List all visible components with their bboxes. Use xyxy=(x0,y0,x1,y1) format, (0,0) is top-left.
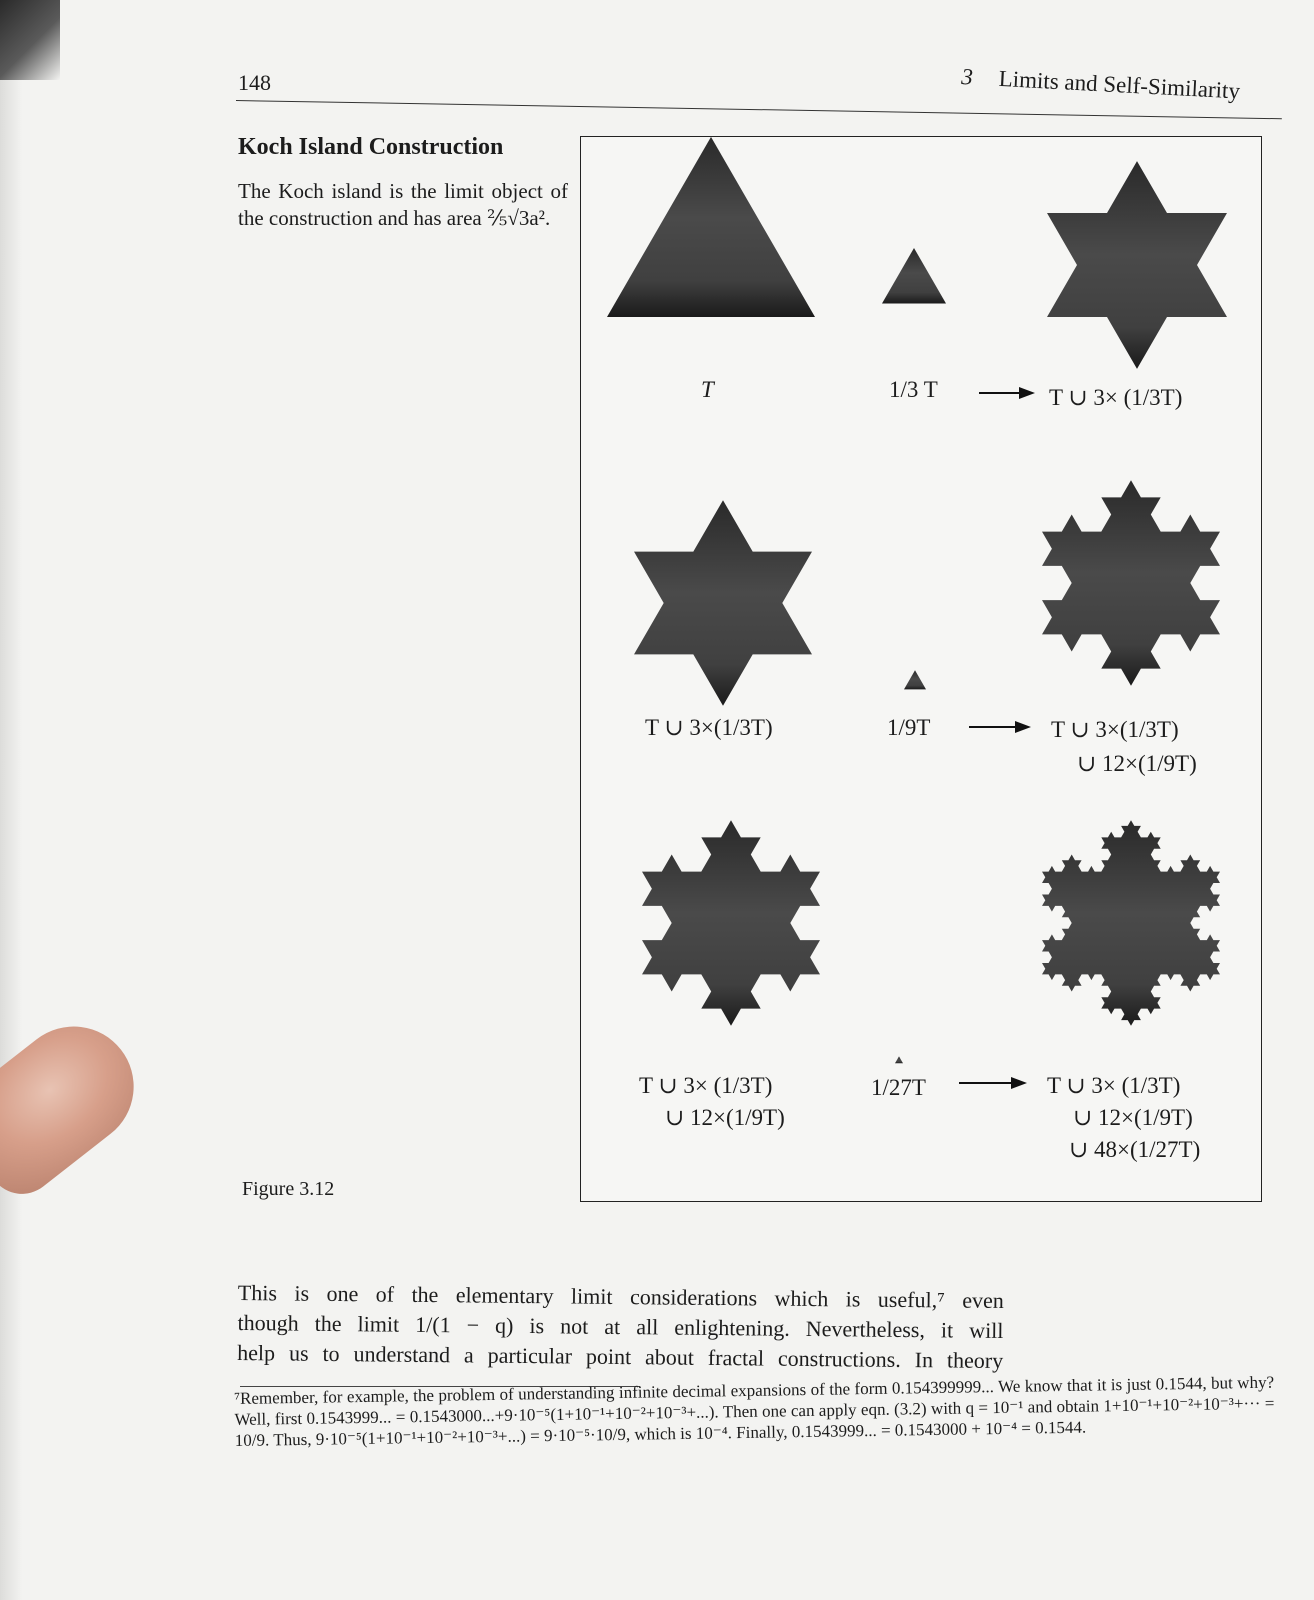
label-row2-left: T ∪ 3×(1/3T) xyxy=(645,715,773,740)
snowflake-step2-row3 xyxy=(642,820,820,1026)
star-step1-row1 xyxy=(1047,161,1227,369)
margin-text: The Koch island is the limit object of the construction and has area ⅖√3a². xyxy=(238,179,568,230)
label-row2-middle: 1/9T xyxy=(887,715,931,740)
snowflake-step3-row3 xyxy=(1042,820,1220,1026)
margin-title: Koch Island Construction xyxy=(238,134,504,160)
label-row3-left-2: ∪ 12×(1/9T) xyxy=(665,1105,785,1130)
body-line-3: help us to understand a particular point about fractal constructions. In theory xyxy=(237,1339,1004,1374)
triangle-1-9T xyxy=(904,670,926,689)
triangle-T xyxy=(607,137,815,317)
footnote xyxy=(234,1372,1275,1451)
arrow-row3 xyxy=(959,1077,1027,1089)
label-row1-left: T xyxy=(701,377,714,402)
label-row3-right-3: ∪ 48×(1/27T) xyxy=(1069,1137,1201,1162)
triangle-1-27T xyxy=(895,1056,903,1063)
body-paragraph xyxy=(237,1278,1004,1376)
arrow-row2 xyxy=(969,721,1031,733)
body-line-2: though the limit 1/(1 − q) is not at all enlightening. Nevertheless, it will xyxy=(237,1309,1004,1344)
running-head xyxy=(961,64,1241,105)
label-row2-right-2: ∪ 12×(1/9T) xyxy=(1077,751,1197,776)
page-number: 148 xyxy=(238,70,271,95)
chapter-number: 3 xyxy=(960,64,974,90)
label-row3-left-1: T ∪ 3× (1/3T) xyxy=(639,1073,773,1098)
label-row2-right-1: T ∪ 3×(1/3T) xyxy=(1051,717,1179,742)
page-gutter-shade xyxy=(0,80,22,1600)
star-step1-row2 xyxy=(634,500,812,706)
thumb-image xyxy=(0,1002,158,1207)
body-line-1: This is one of the elementary limit considerations which is useful,⁷ even xyxy=(237,1279,1004,1314)
header-rule xyxy=(236,100,1282,119)
label-row3-right-1: T ∪ 3× (1/3T) xyxy=(1047,1073,1181,1098)
figure-caption: Figure 3.12 xyxy=(242,1178,335,1200)
label-row3-middle: 1/27T xyxy=(871,1075,926,1100)
arrow-row1 xyxy=(979,387,1035,399)
page-corner-shadow xyxy=(0,0,60,80)
label-row3-right-2: ∪ 12×(1/9T) xyxy=(1073,1105,1193,1130)
label-row1-middle: 1/3 T xyxy=(889,377,938,402)
footnote-text: ⁷Remember, for example, the problem of understanding infinite decimal expansions of the form 0.154399999... We know that it is just 0.1544, but why? Well, first 0.1543999... = 0.1543000...+9·10⁻⁵(1+10⁻¹+10⁻²+10⁻³+...). Then one can apply eqn. (3.2) with q = 10⁻¹ and obtain 1+10⁻¹+10⁻²+10⁻³+··· = 10/9. Thus, 9·10⁻⁵(1+10⁻¹+10⁻²+10⁻³+...) = 9·10⁻⁵·10/9, which is 10⁻⁴. Finally, 0.1543999... = 0.1543000 + 10⁻⁴ = 0.1544. xyxy=(234,1372,1275,1450)
chapter-title: Limits and Self-Similarity xyxy=(998,65,1241,104)
label-row1-right: T ∪ 3× (1/3T) xyxy=(1049,385,1183,410)
koch-figure-canvas xyxy=(581,137,1261,1201)
triangle-1-3T xyxy=(882,248,946,304)
snowflake-step2-row2 xyxy=(1042,480,1220,686)
figure-3-12 xyxy=(580,136,1262,1202)
